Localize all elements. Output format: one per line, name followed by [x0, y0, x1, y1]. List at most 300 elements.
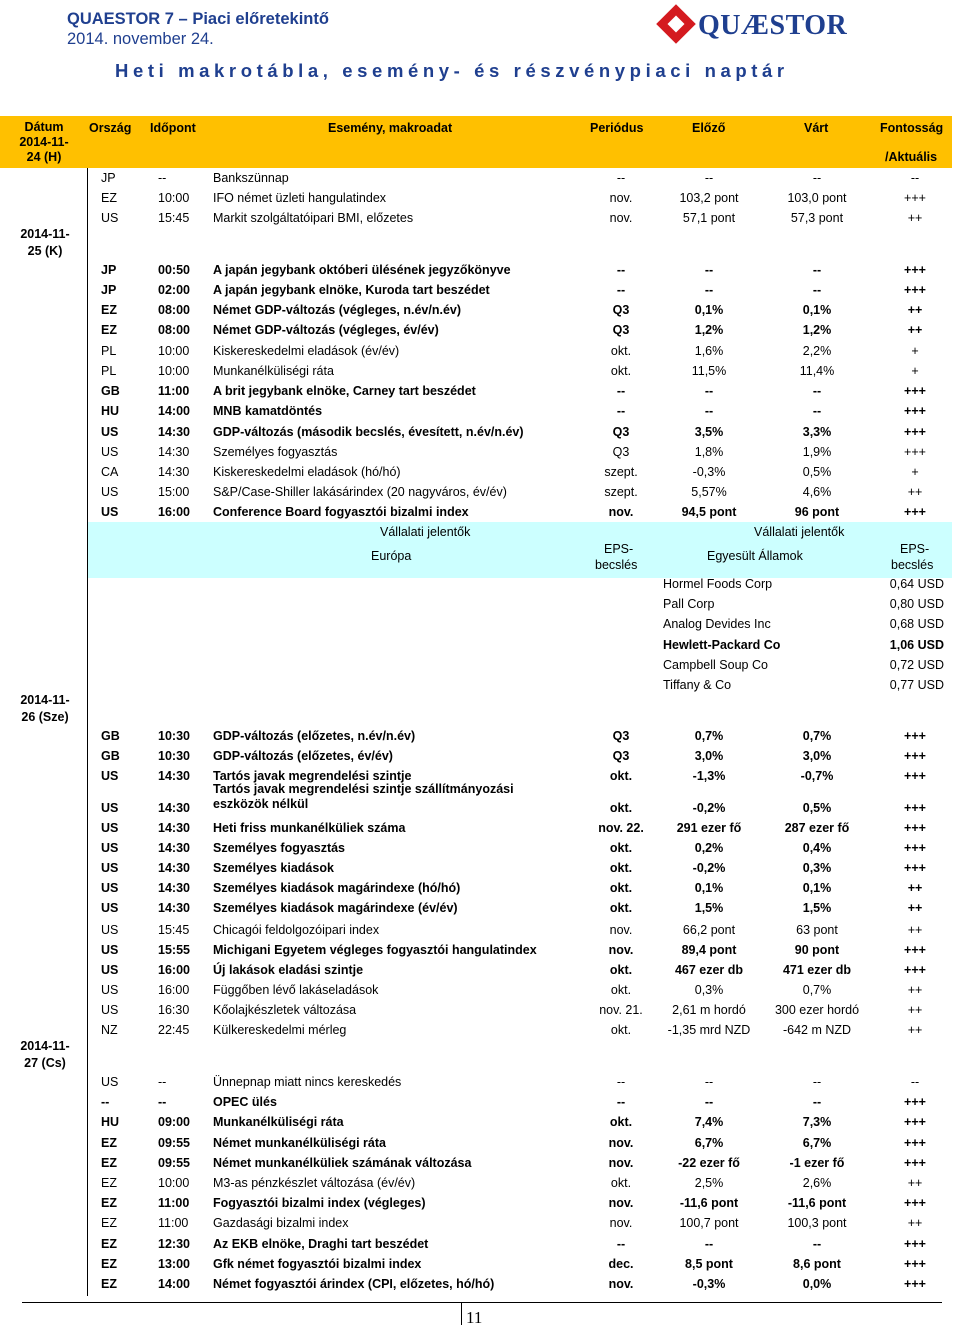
row-expected: --: [812, 1095, 822, 1109]
row-time: 14:30: [158, 769, 190, 783]
row-previous: 89,4 pont: [681, 943, 737, 957]
date-label: 2014-11-: [20, 227, 70, 241]
row-period: Q3: [612, 425, 630, 439]
row-previous: --: [704, 263, 714, 277]
table-row: [0, 341, 960, 361]
row-period: nov. 21.: [599, 1003, 643, 1017]
row-expected: 0,0%: [802, 1277, 832, 1291]
row-period: Q3: [612, 303, 630, 317]
quaestor-logo: [660, 6, 848, 48]
company-name: Campbell Soup Co: [663, 658, 768, 672]
row-previous: 467 ezer db: [674, 963, 744, 977]
row-importance: +++: [904, 1115, 926, 1129]
row-time: 14:30: [158, 465, 190, 479]
row-previous: -1,35 mrd NZD: [667, 1023, 751, 1037]
date-label: 2014-11-: [19, 135, 69, 149]
row-expected: --: [812, 384, 822, 398]
row-period: okt.: [609, 963, 633, 977]
row-country: US: [101, 821, 119, 835]
row-event: Német GDP-változás (végleges, n.év/n.év): [213, 303, 462, 317]
row-expected: 8,6 pont: [793, 1257, 841, 1271]
row-event: Német GDP-változás (végleges, év/év): [213, 323, 439, 337]
row-event: Függőben lévő lakáseladások: [213, 983, 379, 997]
row-previous: --: [704, 404, 714, 418]
row-country: US: [101, 1075, 119, 1089]
row-event: Kőolajkészletek változása: [213, 1003, 357, 1017]
row-period: okt.: [610, 1176, 632, 1190]
col-event: Esemény, makroadat: [328, 121, 453, 135]
row-previous: 1,5%: [694, 901, 724, 915]
eps-estimate: 0,77 USD: [889, 678, 944, 692]
row-expected: 0,7%: [802, 729, 832, 743]
col-importance-sub: /Aktuális: [885, 150, 938, 164]
row-time: 10:00: [158, 191, 190, 205]
row-event: Új lakások eladási szintje: [213, 963, 364, 977]
row-country: EZ: [101, 1196, 117, 1210]
table-row: [0, 1173, 960, 1193]
col-previous: Előző: [692, 121, 726, 135]
row-event: Markit szolgáltatóipari BMI, előzetes: [213, 211, 414, 225]
row-expected: 6,7%: [802, 1136, 832, 1150]
row-country: EZ: [101, 1237, 117, 1251]
table-row: [0, 1274, 960, 1294]
table-row: [0, 818, 960, 838]
row-importance: ++: [907, 485, 923, 499]
row-period: okt.: [609, 901, 633, 915]
row-time: 12:30: [158, 1237, 190, 1251]
row-expected: 7,3%: [802, 1115, 832, 1129]
report-header: [67, 10, 329, 49]
row-event-line: Tartós javak megrendelési szintje szállítmányozási: [213, 782, 514, 796]
row-expected: 287 ezer fő: [784, 821, 850, 835]
row-expected: 2,6%: [802, 1176, 832, 1190]
table-row: [0, 320, 960, 340]
row-country: US: [101, 943, 119, 957]
col-time: Időpont: [150, 121, 196, 135]
row-country: US: [101, 963, 119, 977]
row-time: 14:30: [158, 841, 190, 855]
table-row: [0, 838, 960, 858]
row-time: 09:00: [158, 1115, 190, 1129]
table-row: [0, 300, 960, 320]
table-row: [0, 782, 960, 818]
corp-title-us: Vállalati jelentők: [754, 525, 845, 539]
row-country: EZ: [101, 1176, 117, 1190]
row-event: GDP-változás (második becslés, évesített, n.év/n.év): [213, 425, 524, 439]
row-country: --: [101, 1095, 110, 1109]
eps-estimate: 0,68 USD: [889, 617, 944, 631]
row-country: EZ: [101, 1216, 117, 1230]
row-expected: --: [812, 171, 822, 185]
row-period: --: [616, 1075, 626, 1089]
row-event: Személyes kiadások: [213, 861, 334, 875]
row-period: okt.: [609, 841, 633, 855]
row-importance: +++: [904, 1237, 926, 1251]
row-time: 16:30: [158, 1003, 190, 1017]
row-time: 15:55: [158, 943, 190, 957]
row-time: 14:30: [158, 901, 190, 915]
row-importance: +++: [904, 943, 926, 957]
row-event: MNB kamatdöntés: [213, 404, 323, 418]
row-importance: ++: [907, 1176, 923, 1190]
row-importance: +++: [904, 963, 926, 977]
company-name: Hewlett-Packard Co: [663, 638, 781, 652]
row-previous: -0,3%: [692, 465, 726, 479]
corp-region-eu: Európa: [371, 549, 412, 563]
row-importance: --: [910, 1075, 920, 1089]
row-event: A brit jegybank elnöke, Carney tart beszédet: [213, 384, 476, 398]
row-previous: 291 ezer fő: [676, 821, 742, 835]
row-importance: +++: [904, 1257, 926, 1271]
row-importance: ++: [907, 923, 923, 937]
row-country: JP: [101, 171, 116, 185]
row-expected: 300 ezer hordó: [774, 1003, 860, 1017]
table-row: [0, 208, 960, 228]
row-time: 09:55: [158, 1136, 190, 1150]
table-row: [0, 940, 960, 960]
row-previous: 0,2%: [694, 841, 724, 855]
row-period: okt.: [609, 861, 633, 875]
row-event: Személyes fogyasztás: [213, 841, 346, 855]
row-expected: 0,5%: [802, 801, 832, 815]
row-expected: --: [812, 1075, 822, 1089]
row-expected: 0,1%: [802, 303, 832, 317]
row-country: CA: [101, 465, 119, 479]
row-country: GB: [101, 729, 120, 743]
row-country: US: [101, 901, 119, 915]
row-period: szept.: [604, 485, 638, 499]
table-row: [0, 1072, 960, 1092]
date-header-label: Dátum: [24, 120, 64, 134]
row-expected: 2,2%: [802, 344, 832, 358]
row-time: --: [158, 1075, 167, 1089]
row-expected: --: [812, 404, 822, 418]
row-importance: ++: [907, 983, 923, 997]
row-previous: 0,1%: [694, 881, 724, 895]
col-expected: Várt: [804, 121, 829, 135]
row-period: nov.: [609, 191, 633, 205]
row-expected: 0,3%: [802, 861, 832, 875]
row-period: nov.: [609, 923, 633, 937]
row-country: EZ: [101, 1277, 117, 1291]
row-event: Chicagói feldolgozóipari index: [213, 923, 380, 937]
row-event: Személyes fogyasztás: [213, 445, 338, 459]
report-subtitle: Heti makrotábla, esemény- és részvénypiaci naptár: [115, 60, 789, 81]
row-importance: +++: [904, 384, 926, 398]
row-importance: +++: [904, 445, 926, 459]
row-country: HU: [101, 404, 120, 418]
row-country: EZ: [101, 1156, 117, 1170]
row-time: 15:45: [158, 923, 190, 937]
row-country: US: [101, 923, 119, 937]
date-item: [10, 692, 80, 726]
row-importance: --: [910, 171, 920, 185]
row-previous: 8,5 pont: [685, 1257, 733, 1271]
table-row: [0, 361, 960, 381]
row-period: okt.: [609, 801, 633, 815]
row-country: PL: [101, 344, 117, 358]
row-importance: ++: [907, 211, 923, 225]
eps-estimate: 0,64 USD: [889, 577, 944, 591]
row-previous: --: [704, 384, 714, 398]
row-importance: +++: [904, 861, 926, 875]
table-row: [0, 260, 960, 280]
table-row: [0, 980, 960, 1000]
row-time: 11:00: [158, 384, 190, 398]
row-importance: ++: [907, 881, 923, 895]
row-event: M3-as pénzkészlet változása (év/év): [213, 1176, 416, 1190]
row-expected: -11,6 pont: [787, 1196, 847, 1210]
row-country: NZ: [101, 1023, 118, 1037]
row-period: nov.: [608, 1156, 634, 1170]
row-importance: +++: [904, 769, 926, 783]
row-event: Tartós javak megrendelési szintje: [213, 769, 412, 783]
row-previous: 0,1%: [694, 303, 724, 317]
row-previous: 0,3%: [694, 983, 724, 997]
row-importance: +++: [904, 729, 926, 743]
table-row: [0, 422, 960, 442]
row-time: 00:50: [158, 263, 190, 277]
row-time: --: [158, 171, 167, 185]
row-time: 16:00: [158, 983, 190, 997]
list-item: [0, 635, 960, 655]
row-expected: -0,7%: [800, 769, 834, 783]
table-header: [88, 116, 952, 168]
row-previous: 3,5%: [694, 425, 724, 439]
row-expected: 90 pont: [794, 943, 840, 957]
table-row: [0, 1133, 960, 1153]
row-period: --: [616, 1095, 626, 1109]
row-expected: -642 m NZD: [782, 1023, 852, 1037]
footer-tick: [461, 1302, 462, 1325]
row-expected: 63 pont: [796, 923, 838, 937]
row-time: 08:00: [158, 323, 190, 337]
row-expected: 471 ezer db: [782, 963, 852, 977]
row-expected: 100,3 pont: [787, 1216, 847, 1230]
row-expected: 0,4%: [802, 841, 832, 855]
row-country: US: [101, 425, 119, 439]
row-country: EZ: [101, 1136, 117, 1150]
row-importance: +++: [904, 749, 926, 763]
table-row: [0, 1092, 960, 1112]
row-expected: 4,6%: [802, 485, 832, 499]
row-previous: --: [704, 283, 714, 297]
row-importance: +++: [904, 1196, 926, 1210]
row-event: Az EKB elnöke, Draghi tart beszédet: [213, 1237, 429, 1251]
table-row: [0, 1234, 960, 1254]
row-event: [213, 782, 514, 812]
row-importance: ++: [907, 323, 923, 337]
row-country: US: [101, 505, 119, 519]
list-item: [0, 675, 960, 695]
row-event: GDP-változás (előzetes, év/év): [213, 749, 393, 763]
list-item: [0, 655, 960, 675]
row-previous: 1,6%: [694, 344, 724, 358]
row-time: 10:30: [158, 749, 190, 763]
row-expected: 103,0 pont: [787, 191, 847, 205]
row-previous: 6,7%: [694, 1136, 724, 1150]
row-period: nov.: [608, 1136, 634, 1150]
col-importance: Fontosság: [880, 121, 944, 135]
row-expected: --: [812, 263, 822, 277]
row-time: 10:00: [158, 364, 190, 378]
row-importance: +: [911, 364, 919, 378]
row-importance: ++: [907, 1023, 923, 1037]
row-time: 14:30: [158, 821, 190, 835]
row-event: Személyes kiadások magárindexe (év/év): [213, 901, 458, 915]
table-row: [0, 168, 960, 188]
table-row: [0, 502, 960, 522]
row-time: 14:30: [158, 801, 190, 815]
row-time: 10:00: [158, 344, 190, 358]
row-country: US: [101, 211, 119, 225]
row-period: --: [616, 263, 626, 277]
row-time: 13:00: [158, 1257, 190, 1271]
table-row: [0, 1153, 960, 1173]
row-previous: 103,2 pont: [679, 191, 739, 205]
row-importance: ++: [907, 901, 923, 915]
row-time: 15:00: [158, 485, 190, 499]
table-row: [0, 462, 960, 482]
row-event: Gfk német fogyasztói bizalmi index: [213, 1257, 422, 1271]
list-item: [0, 574, 960, 594]
col-country: Ország: [89, 121, 132, 135]
row-time: 09:55: [158, 1156, 190, 1170]
row-country: US: [101, 861, 119, 875]
row-time: 14:30: [158, 425, 190, 439]
row-period: szept.: [604, 465, 638, 479]
row-event: A japán jegybank elnöke, Kuroda tart beszédet: [213, 283, 490, 297]
eps-estimate: 1,06 USD: [889, 638, 944, 652]
table-row: [0, 1193, 960, 1213]
row-country: US: [101, 801, 119, 815]
table-row: [0, 726, 960, 746]
row-time: 02:00: [158, 283, 190, 297]
row-importance: +++: [904, 1095, 926, 1109]
row-country: HU: [101, 1115, 120, 1129]
table-row: [0, 1020, 960, 1040]
row-previous: 100,7 pont: [679, 1216, 739, 1230]
table-row: [0, 482, 960, 502]
row-event: A japán jegybank októberi ülésének jegyzőkönyve: [213, 263, 511, 277]
row-country: GB: [101, 749, 120, 763]
row-importance: ++: [907, 1003, 923, 1017]
row-expected: 0,1%: [802, 881, 832, 895]
corp-title-eu: Vállalati jelentők: [380, 525, 471, 539]
table-row: [0, 746, 960, 766]
table-row: [0, 960, 960, 980]
row-previous: -0,2%: [692, 861, 726, 875]
row-expected: 0,5%: [802, 465, 832, 479]
row-period: dec.: [608, 1257, 634, 1271]
table-row: [0, 920, 960, 940]
table-row: [0, 1254, 960, 1274]
row-period: Q3: [612, 749, 630, 763]
row-importance: +: [911, 465, 919, 479]
company-name: Pall Corp: [663, 597, 715, 611]
list-item: [0, 594, 960, 614]
row-period: okt.: [609, 1115, 633, 1129]
row-time: 14:00: [158, 1277, 190, 1291]
row-expected: --: [812, 1237, 822, 1251]
corp-eps-us: EPS-: [900, 542, 930, 556]
row-period: Q3: [612, 729, 630, 743]
date-column-header: [0, 116, 88, 168]
row-country: US: [101, 983, 119, 997]
row-time: 08:00: [158, 303, 190, 317]
row-previous: -1,3%: [692, 769, 726, 783]
row-expected: 3,3%: [802, 425, 832, 439]
row-event: Michigani Egyetem végleges fogyasztói hangulatindex: [213, 943, 537, 957]
table-row: [0, 280, 960, 300]
eps-estimate: 0,72 USD: [889, 658, 944, 672]
row-time: 14:30: [158, 445, 190, 459]
table-row: [0, 878, 960, 898]
row-period: --: [616, 384, 626, 398]
row-expected: -1 ezer fő: [789, 1156, 845, 1170]
row-time: 11:00: [158, 1196, 190, 1210]
row-expected: 96 pont: [794, 505, 840, 519]
row-country: EZ: [101, 303, 117, 317]
row-previous: 3,0%: [694, 749, 724, 763]
row-period: nov. 22.: [598, 821, 644, 835]
row-previous: 57,1 pont: [682, 211, 736, 225]
row-time: 16:00: [158, 505, 190, 519]
logo-diamond-icon: [656, 4, 696, 44]
row-event: Kiskereskedelmi eladások (év/év): [213, 344, 400, 358]
table-row: [0, 1213, 960, 1233]
corp-region-us: Egyesült Államok: [707, 549, 803, 563]
row-expected: 57,3 pont: [790, 211, 844, 225]
row-period: okt.: [609, 769, 633, 783]
row-period: okt.: [610, 364, 632, 378]
date-label: 2014-11-: [20, 693, 70, 707]
row-event: Conference Board fogyasztói bizalmi index: [213, 505, 469, 519]
row-event: Német munkanélküliségi ráta: [213, 1136, 386, 1150]
row-expected: 11,4%: [799, 364, 835, 378]
row-country: PL: [101, 364, 117, 378]
row-time: 16:00: [158, 963, 190, 977]
table-row: [0, 898, 960, 918]
row-event: Munkanélküliségi ráta: [213, 1115, 344, 1129]
row-previous: 7,4%: [694, 1115, 724, 1129]
company-name: Analog Devides Inc: [663, 617, 771, 631]
row-event-line: eszközök nélkül: [213, 797, 309, 811]
company-name: Tiffany & Co: [663, 678, 732, 692]
row-importance: +++: [904, 425, 926, 439]
row-importance: +++: [904, 1277, 926, 1291]
row-country: US: [101, 769, 119, 783]
row-previous: --: [704, 1095, 714, 1109]
row-previous: 5,57%: [691, 485, 727, 499]
table-row: [0, 858, 960, 878]
row-time: 14:00: [158, 404, 190, 418]
row-time: 14:30: [158, 881, 190, 895]
row-time: 15:45: [158, 211, 190, 225]
row-importance: +++: [904, 283, 926, 297]
corp-eps-us-2: becslés: [891, 558, 934, 572]
date-day-label: 27 (Cs): [24, 1056, 66, 1070]
row-period: --: [616, 404, 626, 418]
row-time: 10:00: [158, 1176, 190, 1190]
row-time: 11:00: [158, 1216, 189, 1230]
row-event: IFO német üzleti hangulatindex: [213, 191, 387, 205]
row-importance: +++: [904, 263, 926, 277]
table-row: [0, 188, 960, 208]
row-event: GDP-változás (előzetes, n.év/n.év): [213, 729, 416, 743]
row-previous: --: [704, 1237, 714, 1251]
row-importance: +++: [904, 841, 926, 855]
